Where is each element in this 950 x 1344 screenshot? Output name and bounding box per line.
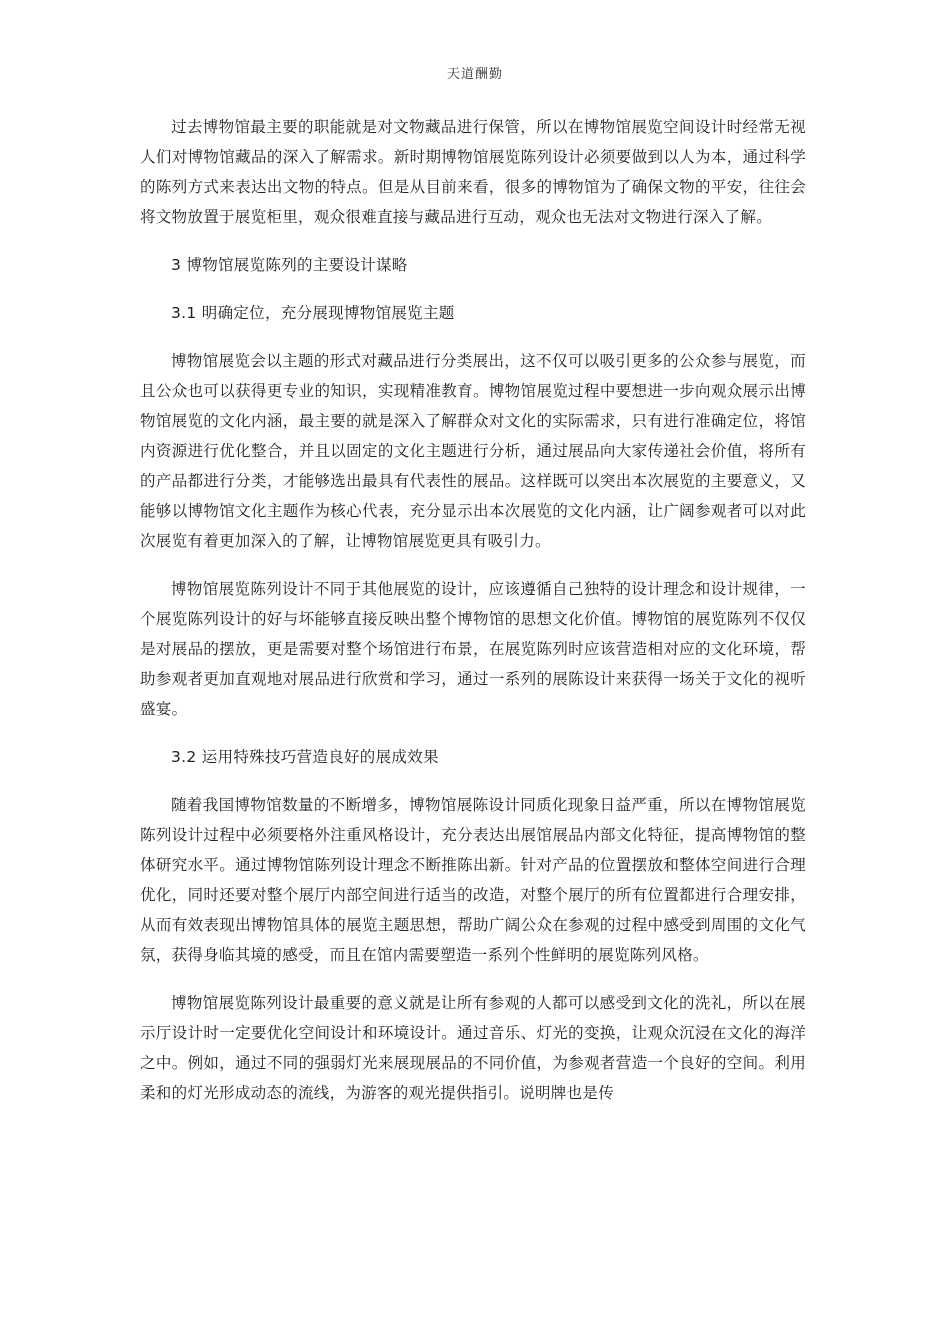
section-heading: 3 博物馆展览陈列的主要设计谋略 — [171, 256, 408, 274]
paragraph: 过去博物馆最主要的职能就是对文物藏品进行保管，所以在博物馆展览空间设计时经常无视人们对博物馆藏品的深入了解需求。新时期博物馆展览陈列设计必须要做到以人为本，通过科学的陈列方式来表达出文物的特点。但是从目前来看，很多的博物馆为了确保文物的平安，往往会将文物放置于展览柜里，观众很难直接与藏品进行互动，观众也无法对文物进行深入了解。 — [140, 118, 806, 226]
paragraph: 博物馆展览陈列设计最重要的意义就是让所有参观的人都可以感受到文化的洗礼，所以在展示厅设计时一定要优化空间设计和环境设计。通过音乐、灯光的变换，让观众沉浸在文化的海洋之中。例如，通过不同的强弱灯光来展现展品的不同价值，为参观者营造一个良好的空间。利用柔和的灯光形成动态的流线，为游客的观光提供指引。说明牌也是传 — [140, 994, 806, 1102]
paragraph: 博物馆展览会以主题的形式对藏品进行分类展出，这不仅可以吸引更多的公众参与展览，而且公众也可以获得更专业的知识，实现精准教育。博物馆展览过程中要想进一步向观众展示出博物馆展览的文化内涵，最主要的就是深入了解群众对文化的实际需求，只有进行准确定位，将馆内资源进行优化整合，并且以固定的文化主题进行分析，通过展品向大家传递社会价值，将所有的产品都进行分类，才能够选出最具有代表性的展品。这样既可以突出本次展览的主要意义，又能够以博物馆文化主题作为核心代表，充分显示出本次展览的文化内涵，让广阔参观者可以对此次展览有着更加深入的了解，让博物馆展览更具有吸引力。 — [140, 352, 806, 550]
subsection-heading: 3.2 运用特殊技巧营造良好的展成效果 — [171, 748, 439, 766]
paragraph: 博物馆展览陈列设计不同于其他展览的设计，应该遵循自己独特的设计理念和设计规律，一个展览陈列设计的好与坏能够直接反映出整个博物馆的思想文化价值。博物馆的展览陈列不仅仅是对展品的摆放，更是需要对整个场馆进行布景，在展览陈列时应该营造相对应的文化环境，帮助参观者更加直观地对展品进行欣赏和学习，通过一系列的展陈设计来获得一场关于文化的视听盛宴。 — [140, 580, 806, 718]
page-header: 天道酬勤 — [446, 67, 503, 82]
paragraph: 随着我国博物馆数量的不断增多，博物馆展陈设计同质化现象日益严重，所以在博物馆展览陈列设计过程中必须要格外注重风格设计，充分表达出展馆展品内部文化特征，提高博物馆的整体研究水平。通过博物馆陈列设计理念不断推陈出新。针对产品的位置摆放和整体空间进行合理优化，同时还要对整个展厅内部空间进行适当的改造，对整个展厅的所有位置都进行合理安排，从而有效表现出博物馆具体的展览主题思想，帮助广阔公众在参观的过程中感受到周围的文化气氛，获得身临其境的感受，而且在馆内需要塑造一系列个性鲜明的展览陈列风格。 — [140, 796, 806, 964]
document-body — [140, 112, 806, 1126]
subsection-heading: 3.1 明确定位，充分展现博物馆展览主题 — [171, 304, 455, 322]
